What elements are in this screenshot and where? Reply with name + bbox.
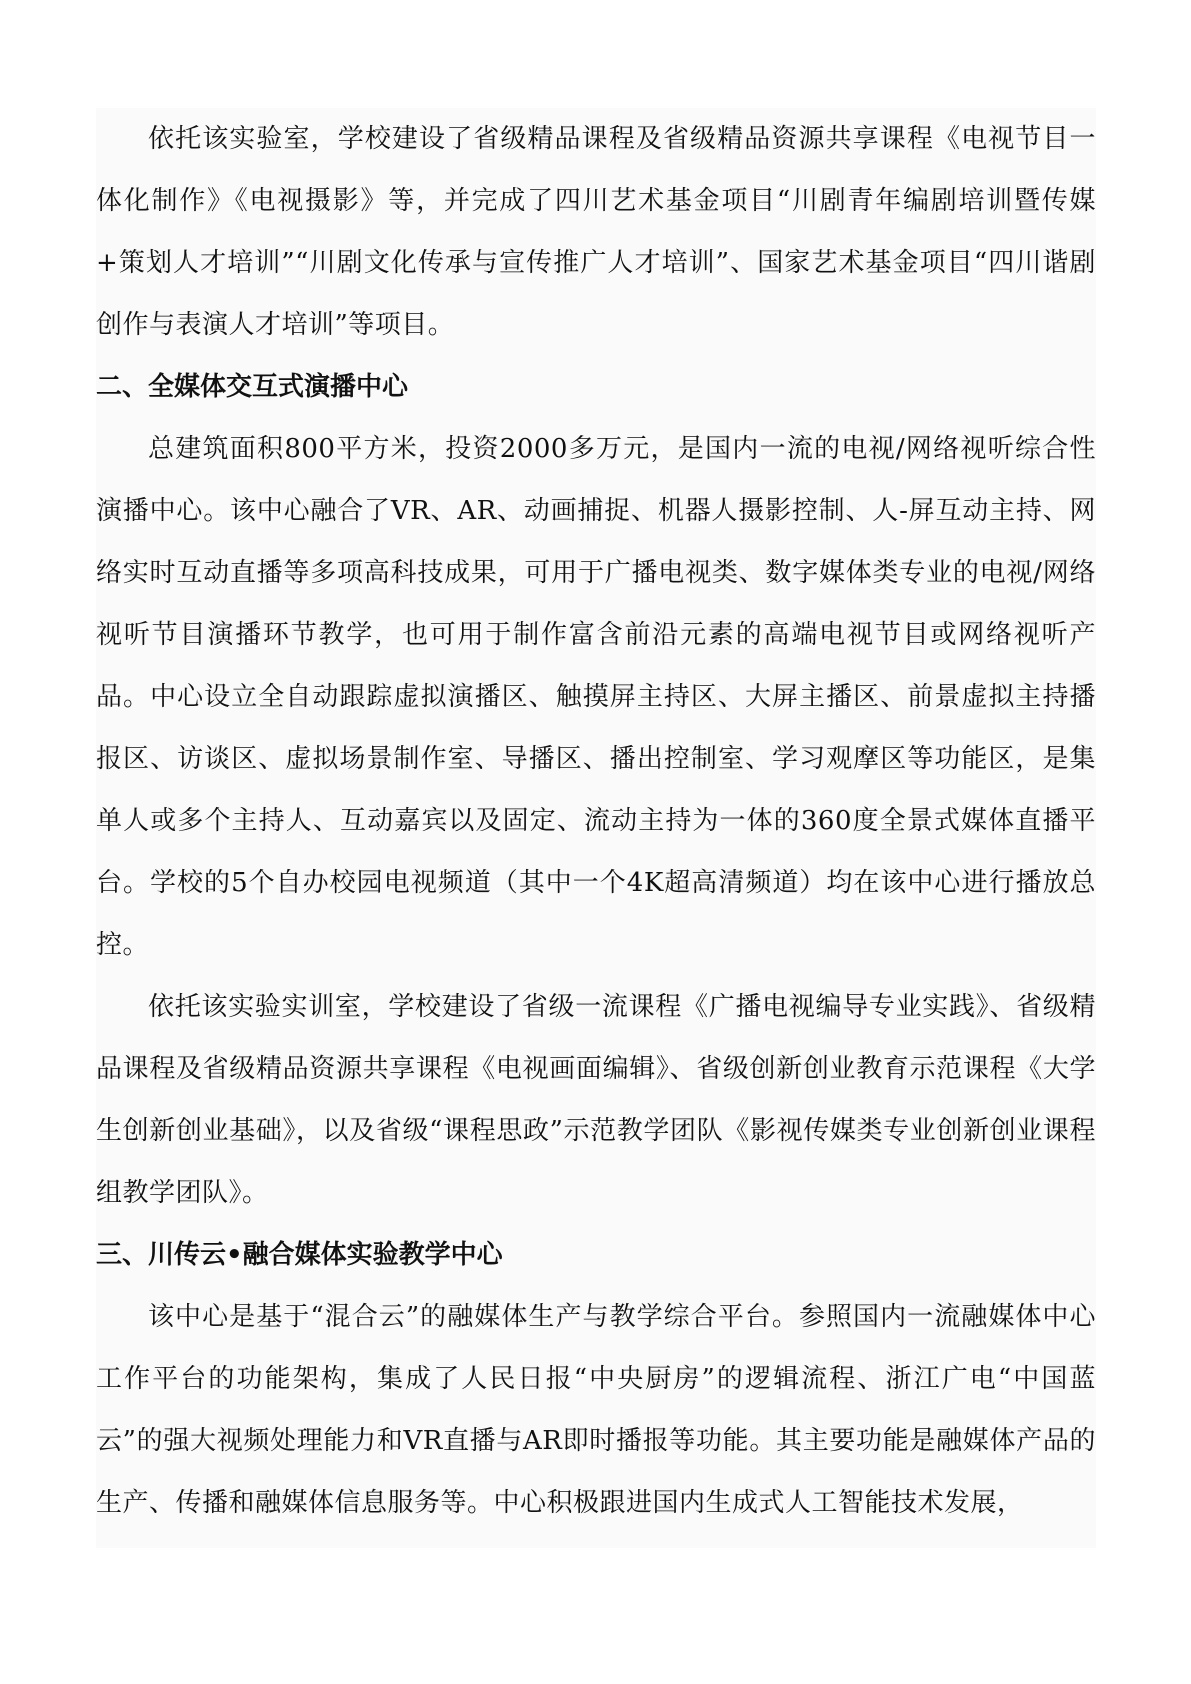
paragraph-studio-description: 总建筑面积800平方米，投资2000多万元，是国内一流的电视/网络视听综合性演播中心。该中心融合了VR、AR、动画捕捉、机器人摄影控制、人-屏互动主持、网络实时互动直播等多项高科技成果，可用于广播电视类、数字媒体类专业的电视/网络视听节目演播环节教学，也可用于制作富含前沿元素的高端电视节目或网络视听产品。中心设立全自动跟踪虚拟演播区、触摸屏主持区、大屏主播区、前景虚拟主持播报区、访谈区、虚拟场景制作室、导播区、播出控制室、学习观摩区等功能区，是集单人或多个主持人、互动嘉宾以及固定、流动主持为一体的360度全景式媒体直播平台。学校的5个自办校园电视频道（其中一个4K超高清频道）均在该中心进行播放总控。 xyxy=(96,434,1096,960)
paragraph-convergence-media: 该中心是基于“混合云”的融媒体生产与教学综合平台。参照国内一流融媒体中心工作平台的功能架构，集成了人民日报“中央厨房”的逻辑流程、浙江广电“中国蓝云”的强大视频处理能力和VR直播与AR即时播报等功能。其主要功能是融媒体产品的生产、传播和融媒体信息服务等。中心积极跟进国内生成式人工智能技术发展， xyxy=(96,1302,1096,1518)
paragraph-studio-courses: 依托该实验实训室，学校建设了省级一流课程《广播电视编导专业实践》、省级精品课程及省级精品资源共享课程《电视画面编辑》、省级创新创业教育示范课程《大学生创新创业基础》，以及省级“课程思政”示范教学团队《影视传媒类专业创新创业课程组教学团队》。 xyxy=(96,992,1096,1208)
paragraph-lab-courses: 依托该实验室，学校建设了省级精品课程及省级精品资源共享课程《电视节目一体化制作》《电视摄影》等，并完成了四川艺术基金项目“川剧青年编剧培训暨传媒+策划人才培训”“川剧文化传承与宣传推广人才培训”、国家艺术基金项目“四川谐剧创作与表演人才培训”等项目。 xyxy=(96,124,1096,340)
document-body xyxy=(96,108,1096,1548)
section-heading-studio-center: 二、全媒体交互式演播中心 xyxy=(96,372,409,402)
section-heading-convergence-media: 三、川传云•融合媒体实验教学中心 xyxy=(96,1240,503,1270)
